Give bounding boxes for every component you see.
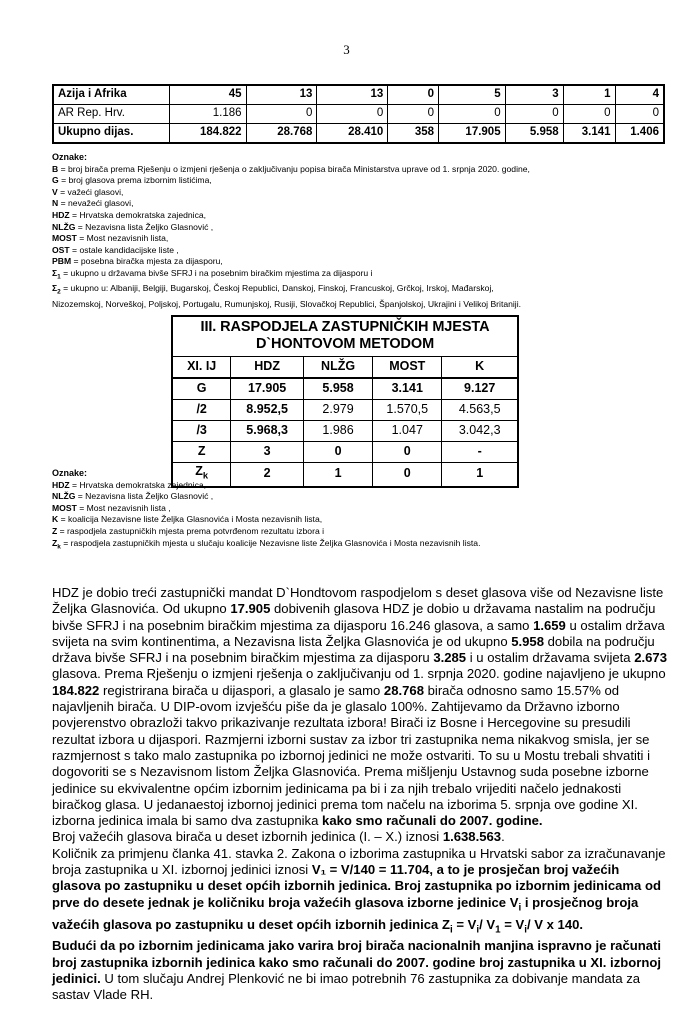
legend-key: $Z_k$ [52,537,61,551]
table-cell: 0 [317,105,388,124]
page-number: 3 [343,42,350,57]
text-run: / V [479,916,496,932]
legend-key: $\Sigma_1$ [52,267,61,281]
legend-key: HDZ [52,479,70,490]
table-cell: 17.905 [439,124,506,144]
text-run: 1.659 [533,617,566,633]
legend-key: $\Sigma_2$ [52,283,61,296]
table-cell: 0 [246,105,317,124]
text-run: = V [452,916,477,932]
legend-text: = ukupno u državama bivše SFRJ i na posebnim biračkim mjestima za dijasporu i [60,267,373,278]
legend-item [52,503,670,515]
legend-item [52,222,670,234]
table-cell: 1.570,5 [373,400,442,421]
body-text [52,585,668,1004]
table-row [172,442,518,463]
text-run: / V x 140. [526,916,584,932]
column-header: HDZ [231,357,304,379]
legend-text: = važeći glasovi, [57,186,124,197]
row-label: $Z_k$ [172,463,231,487]
text-run: 3.285 [433,650,467,666]
legend-item [52,210,670,222]
table-cell: 9.127 [442,378,518,400]
table-row [53,85,664,105]
table-row [53,124,664,144]
legend-item [52,268,670,283]
legend-key: K [52,514,59,525]
table-row [53,105,664,124]
table-cell: 1.986 [303,421,372,442]
column-header: XI. IJ [172,357,231,379]
text-run: i [524,924,527,936]
table-cell: 3.042,3 [442,421,518,442]
table-cell: 13 [317,85,388,105]
legend-key: OST [52,244,70,255]
legend-item [52,256,670,268]
table-cell: - [442,442,518,463]
text-run: 28.768 [383,682,424,698]
row-label: AR Rep. Hrv. [53,105,169,124]
column-header: MOST [373,357,442,379]
legend-text: = raspodjela zastupničkih mjesta prema potvrđenom rezultatu izbora i [57,525,325,536]
legend-key: NLŽG [52,221,76,232]
table-cell: 1 [303,463,372,487]
table-cell: 1.047 [373,421,442,442]
legend-item [52,245,670,257]
legend-key: HDZ [52,209,70,220]
legend-text: = ukupno u: Albaniji, Belgiji, Bugarskoj, Českoj Republici, Danskoj, Finskoj, Francuskoj, Grčkoj, Irskoj, Mađarskoj, [60,283,494,294]
table-cell: 0 [303,442,372,463]
table-cell: 4.563,5 [442,400,518,421]
text-run: dobivenih glasova HDZ je dobio u državama nastalim na području bivše SFRJ i na posebnim biračkim mjestima za dijasporu 16.246 glasova, a samo [52,601,656,633]
text-run: i [449,924,453,936]
legend-item [52,175,670,187]
text-run: glasova. Prema Rješenju o izmjeni rješenja o zaključivanju od 1. srpnja 2020. godine najavljeno je ukupno [52,666,666,682]
table-cell: 45 [169,85,246,105]
results-table [52,84,665,144]
table-cell: 5.958 [505,124,563,144]
table-header-row [172,357,518,379]
table-cell: 28.410 [317,124,388,144]
text-run: 1 [495,924,501,936]
legend-item [52,283,670,298]
table-cell: 3.141 [373,378,442,400]
legend-item [52,299,670,311]
table-cell: 0 [373,442,442,463]
text-run: = V [500,916,525,932]
legend-text: = broj glasova prema izbornim listićima, [58,175,212,186]
table-cell: 17.905 [231,378,304,400]
table-cell: 28.768 [246,124,317,144]
legend-text: = Most nezavisnih lista, [76,233,169,244]
table-cell: 2.979 [303,400,372,421]
legend-key: G [52,175,59,186]
table-cell: 0 [373,463,442,487]
paragraph [52,846,668,939]
table-cell: 1 [563,85,615,105]
legend-item [52,538,670,553]
text-run: kako smo računali do 2007. godine. [322,813,543,829]
table-cell: 5.968,3 [231,421,304,442]
legend-item [52,514,670,526]
legend-item [52,480,670,492]
text-run: i u ostalim državama svijeta [466,650,635,666]
dhont-table-title [172,316,518,357]
table-row [172,378,518,400]
legend-key: V [52,186,58,197]
legend-text: = Nezavisna lista Željko Glasnović , [75,221,214,232]
table-cell: 358 [388,124,439,144]
table-cell: 5 [439,85,506,105]
legend-text: = Most nezavisnih lista , [76,502,171,513]
text-run: dobila na području država bivše SFRJ i na posebnim biračkim mjestima za dijasporu [52,633,655,666]
legend-text: = Nezavisna lista Željko Glasnović , [75,491,214,502]
legend-title: Oznake: [52,152,88,162]
legend-text: Nizozemskoj, Norveškoj, Poljskoj, Portugalu, Rumunjskoj, Rusiji, Slovačkoj Republici, Španjolskoj, Ukrajini i Velikoj Britaniji. [52,298,522,309]
column-header: NLŽG [303,357,372,379]
table-cell: 184.822 [169,124,246,144]
table-cell: 0 [388,85,439,105]
row-label: /2 [172,400,231,421]
text-run: . [501,829,505,845]
legend-key: NLŽG [52,491,76,502]
legend-key: PBM [52,256,72,267]
table-cell: 1 [442,463,518,487]
table-cell: 4 [615,85,664,105]
row-label: Ukupno dijas. [53,124,169,144]
table-row [172,400,518,421]
legend-key: MOST [52,502,77,513]
table-cell: 8.952,5 [231,400,304,421]
text-run: i [518,902,522,914]
legend-key: B [52,163,59,174]
dhont-title-line1: III. RASPODJELA ZASTUPNIČKIH MJESTA [200,319,490,335]
table-cell: 0 [563,105,615,124]
text-run: U tom slučaju Andrej Plenković ne bi imao potrebnih 76 zastupnika za dobivanje mandata za sastav Vlade RH. [52,971,641,1003]
table-cell: 0 [388,105,439,124]
text-run: Količnik za primjenu članka 41. stavka 2. Zakona o izborima zastupnika u Hrvatski sabor za izračunavanje broja zastupnika u XI. izbornoj jedinici iznosi [52,845,666,878]
row-label: /3 [172,421,231,442]
legend-text: = posebna biračka mjesta za dijasporu, [71,256,223,267]
text-run: V₁ = V/140 = 11.704, a to je prosječan broj važećih glasova po zastupniku u deset općih izbornih jedinica. Broj zastupnika po izbornim jedinicama od prve do desete jednak je količniku broja važećih glasova izborne jedinice V [52,862,661,910]
text-run: 2.673 [634,650,667,666]
dhont-table [171,315,519,488]
text-run: 184.822 [52,682,100,698]
dhont-title-line2: D`HONTOVOM METODOM [255,336,435,352]
row-label: Azija i Afrika [53,85,169,105]
legend-text: = nevažeći glasovi, [58,198,134,209]
legend-title: Oznake: [52,468,88,478]
legend-text: = Hrvatska demokratska zajednica, [69,479,207,490]
legend-text: = Hrvatska demokratska zajednica, [69,209,207,220]
legend-item [52,491,670,503]
text-run: Broj važećih glasova birača u deset izbornih jedinica (I. – X.) iznosi [52,829,443,845]
text-run: i [476,924,480,936]
legend-text: = ostale kandidacijske liste , [69,244,179,255]
row-label: G [172,378,231,400]
legend-block-results [52,152,670,310]
legend-key: Z [52,525,58,536]
text-run: 1.638.563 [442,829,502,845]
table-cell: 13 [246,85,317,105]
dhont-table-container [171,315,519,488]
legend-text: = koalicija Nezavisne liste Željka Glasnovića i Mosta nezavisnih lista, [58,514,323,525]
results-table-container [52,84,665,144]
table-cell: 0 [615,105,664,124]
legend-item [52,164,670,176]
table-cell: 5.958 [303,378,372,400]
legend-item [52,198,670,210]
text-run: HDZ je dobio treći zastupnički mandat D`Hondtovom raspodjelom s deset glasova više od Nezavisne liste Željka Glasnovića. Od ukupno [52,585,664,617]
legend-block-dhont [52,468,670,553]
table-cell: 1.186 [169,105,246,124]
legend-key: MOST [52,233,77,244]
table-cell: 1.406 [615,124,664,144]
text-run: registrirana birača u dijaspori, a glasalo je samo [99,682,384,698]
legend-key: N [52,198,59,209]
paragraph [52,829,668,845]
table-cell: 3.141 [563,124,615,144]
paragraph [52,938,668,1003]
table-cell: 2 [231,463,304,487]
column-header: K [442,357,518,379]
legend-text: = broj birača prema Rješenju o izmjeni rješenja o zaključivanju popisa birača Ministarstva uprave od 1. srpnja 2020. godine, [58,163,530,174]
table-row [172,421,518,442]
table-cell: 3 [231,442,304,463]
text-run: u ostalim država svijeta na svim kontinentima, a Nezavisna lista Željka Glasnovića je od ukupno [52,617,665,649]
table-cell: 3 [505,85,563,105]
text-run: Budući da po izbornim jedinicama jako varira broj birača nacionalnih manjina ispravno je računati broj zastupnika izbornih jedinica kako smo računali do 2007. godine broj zastupnika u XI. izbornoj jedinici. [52,938,662,987]
text-run: birača odnosno samo 15.57% od najavljenih birača. U DIP-ovom izvješću piše da je glasalo 100%. Zahtijevamo da Državno izborno povjerenstvo obrazloži takvo prikazivanje rezultata izbora! Birači iz Bosne i Hercegovine su presudili rezultat izbora u dijaspori. Razmjerni izborni sustav za izbor tri zastupnika nema nikakvog smisla, jer se razmjernost s tako malo zastupnika po izbornoj jedinici ne može ostvariti. To su u Mostu trebali shvatiti i dogovoriti se s Nezavisnom listom Željka Glasnovića. Prema mišljenju Ustavnog suda posebne izborne jedinice su ekvivalentne općim izbornim jedinicama pa bi i za njih trebalo vrijediti načelo jednakosti biračkog glasa. U jedanaestoj izbornoj jedinici prema tom načelu na izborima 5. srpnja ove godine XI. izborna jedinica imala bi samo dva zastupnika [52,682,650,829]
legend-item [52,526,670,538]
text-run: 5.958 [511,633,545,649]
legend-item [52,233,670,245]
table-cell: 0 [439,105,506,124]
table-cell: 0 [505,105,563,124]
paragraph [52,585,668,829]
legend-item [52,187,670,199]
legend-text: = raspodjela zastupničkih mjesta u slučaju koalicije Nezavisne liste Željka Glasnovića i Mosta nezavisnih lista. [60,537,481,548]
row-label: Z [172,442,231,463]
text-run: 17.905 [230,601,271,617]
text-run: i prosječnog broja važećih glasova po zastupniku u deset općih izbornih jedinica Z [52,894,639,932]
